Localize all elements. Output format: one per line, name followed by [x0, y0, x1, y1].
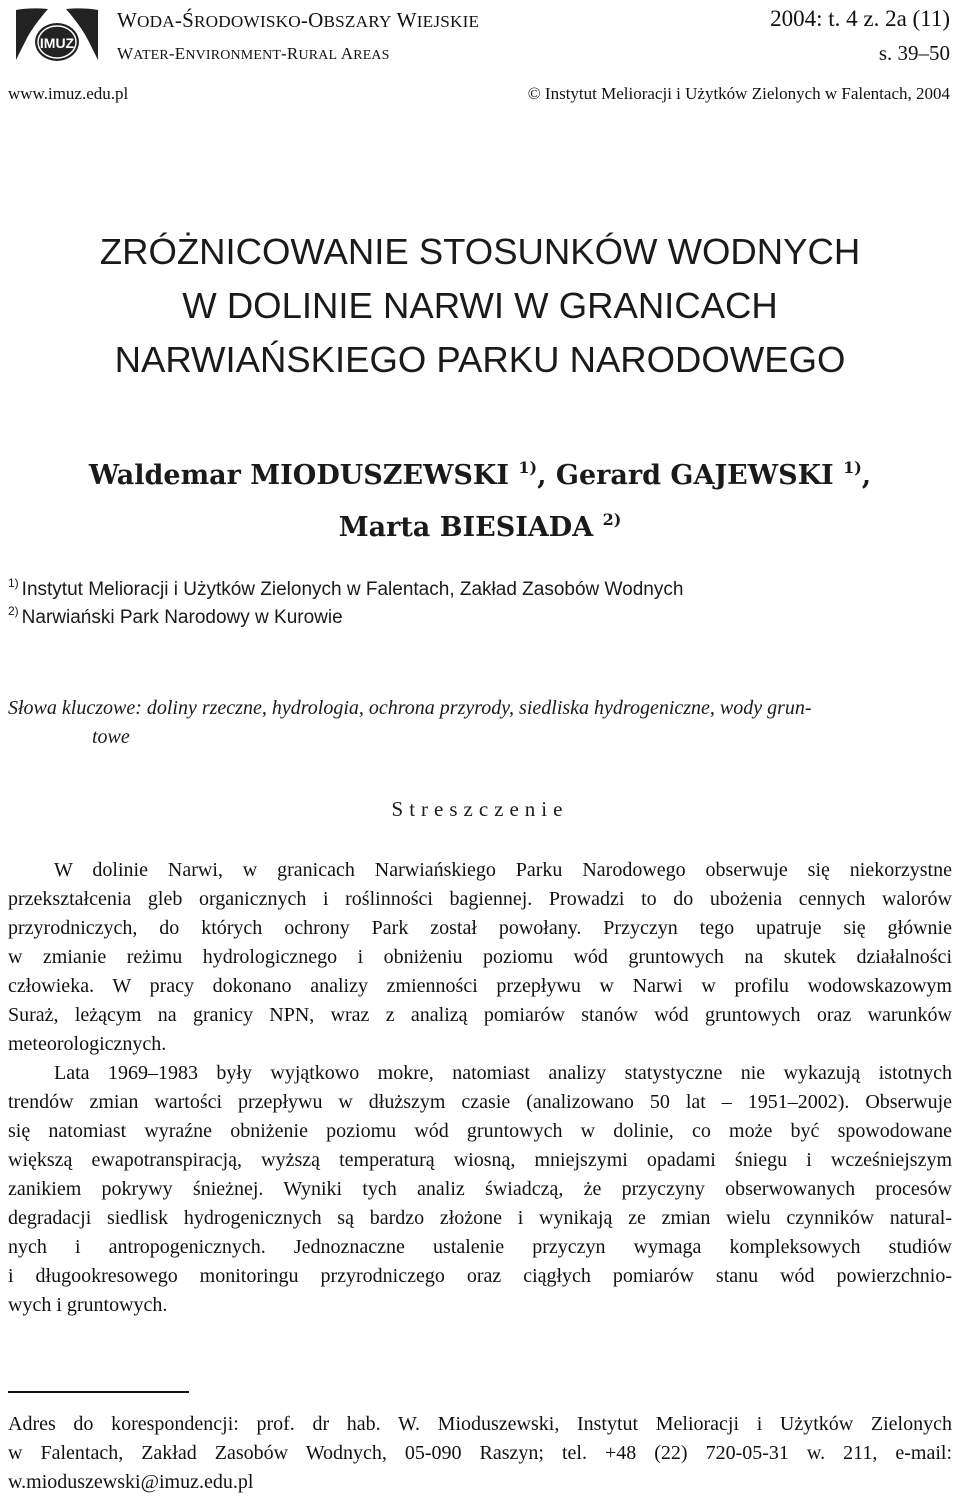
abstract-line: się natomiast wyraźne obniżenie poziomu wód gruntowych w dolinie, co może być spowodowane: [8, 1120, 952, 1142]
affiliation: [8, 604, 343, 629]
author-name: Marta BIESIADA: [338, 512, 594, 543]
abstract-line: przekształcenia gleb organicznych i roślinności bagiennej. Prowadzi to do ubożenia cennych walorów: [8, 888, 952, 910]
abstract-line: Lata 1969–1983 były wyjątkowo mokre, natomiast analizy statystyczne nie wykazują istotnych: [54, 1062, 952, 1084]
abstract-line: i długookresowego monitoringu przyrodniczego oraz ciągłych pomiarów stanu wód powierzchnio-: [8, 1265, 952, 1287]
journal-title-english: WATER-ENVIRONMENT-RURAL AREAS: [117, 44, 390, 63]
copyright-notice: © Instytut Melioracji i Użytków Zielonych w Falentach, 2004: [527, 84, 950, 103]
article-title: [0, 225, 960, 387]
abstract-line: nych i antropogenicznych. Jednoznaczne ustalenie przyczyn wymaga kompleksowych studiów: [8, 1236, 952, 1258]
page-range: s. 39–50: [878, 41, 950, 65]
website-link[interactable]: www.imuz.edu.pl: [8, 84, 129, 103]
abstract-line: zanikiem pokrywy śnieżnej. Wyniki tych analiz świadczą, że przyczyny obserwowanych procesów: [8, 1178, 952, 1200]
author-affiliation-mark: 1): [843, 458, 862, 477]
author-affiliation-mark: 2): [602, 510, 622, 529]
abstract-line: w zmianie reżimu hydrologicznego i obniżeniu poziomu wód gruntowych na skutek działalności: [8, 946, 952, 968]
abstract-body: [8, 856, 952, 1320]
footnote-line: w Falentach, Zakład Zasobów Wodnych, 05-090 Raszyn; tel. +48 (22) 720-05-31 w. 211, e-mail:: [8, 1442, 952, 1464]
affiliation-text: Narwiański Park Narodowy w Kurowie: [21, 607, 343, 628]
affiliation-text: Instytut Melioracji i Użytków Zielonych w Falentach, Zakład Zasobów Wodnych: [21, 579, 684, 600]
journal-title-polish: WODA-ŚRODOWISKO-OBSZARY WIEJSKIE: [117, 8, 480, 32]
abstract-heading: Streszczenie: [391, 797, 569, 821]
title-line: ZRÓŻNICOWANIE STOSUNKÓW WODNYCH: [99, 231, 861, 272]
abstract-line: degradacji siedlisk hydrogenicznych są bardzo złożone i wynikają ze zmian wielu czynników natural-: [8, 1207, 952, 1229]
author-name: Waldemar MIODUSZEWSKI: [88, 460, 509, 491]
abstract-line: wych i gruntowych.: [8, 1294, 168, 1316]
affiliation-mark: 2): [8, 604, 19, 618]
footnote-divider: [8, 1391, 189, 1393]
title-line: W DOLINIE NARWI W GRANICACH: [182, 285, 778, 326]
correspondence-footnote: [8, 1410, 952, 1497]
keywords: [8, 694, 952, 752]
affiliation-mark: 1): [8, 576, 19, 590]
abstract-line: większą ewapotranspiracją, wyższą temperaturą wiosną, mniejszymi opadami śniegu i wcześniejszym: [8, 1149, 952, 1171]
logo-text: IMUZ: [39, 35, 75, 51]
abstract-line: przyrodniczych, do których ochrony Park został powołany. Przyczyn tego upatruje się głównie: [8, 917, 952, 939]
imuz-logo: [12, 6, 102, 64]
title-line: NARWIAŃSKIEGO PARKU NARODOWEGO: [114, 339, 846, 380]
abstract-line: trendów zmian wartości przepływu w dłuższym czasie (analizowano 50 lat – 1951–2002). Obserwuje: [8, 1091, 952, 1113]
footnote-email[interactable]: w.mioduszewski@imuz.edu.pl: [8, 1471, 254, 1493]
author-affiliation-mark: 1): [518, 458, 538, 477]
abstract-line: meteorologicznych.: [8, 1033, 167, 1055]
keywords-line: towe: [92, 726, 130, 748]
keywords-line: Słowa kluczowe: doliny rzeczne, hydrologia, ochrona przyrody, siedliska hydrogeniczne, wody grun-: [8, 697, 812, 719]
volume-info: 2004: t. 4 z. 2a (11): [770, 6, 950, 31]
author-name: Gerard GAJEWSKI: [555, 460, 834, 491]
affiliation: [8, 576, 683, 601]
author-list: Waldemar MIODUSZEWSKI $^{1)}$, Gerard GAJEWSKI $^{1)}$, Marta BIESIADA $^{2)}$: [88, 458, 872, 543]
abstract-line: W dolinie Narwi, w granicach Narwiańskiego Parku Narodowego obserwuje się niekorzystne: [54, 859, 952, 881]
footnote-line: Adres do korespondencji: prof. dr hab. W. Mioduszewski, Instytut Melioracji i Użytków Zielonych: [8, 1413, 952, 1435]
abstract-line: człowieka. W pracy dokonano analizy zmienności przepływu w Narwi w profilu wodowskazowym: [8, 975, 952, 997]
abstract-line: Suraż, leżącym na granicy NPN, wraz z analizą pomiarów stanów wód gruntowych oraz warunków: [8, 1004, 952, 1026]
